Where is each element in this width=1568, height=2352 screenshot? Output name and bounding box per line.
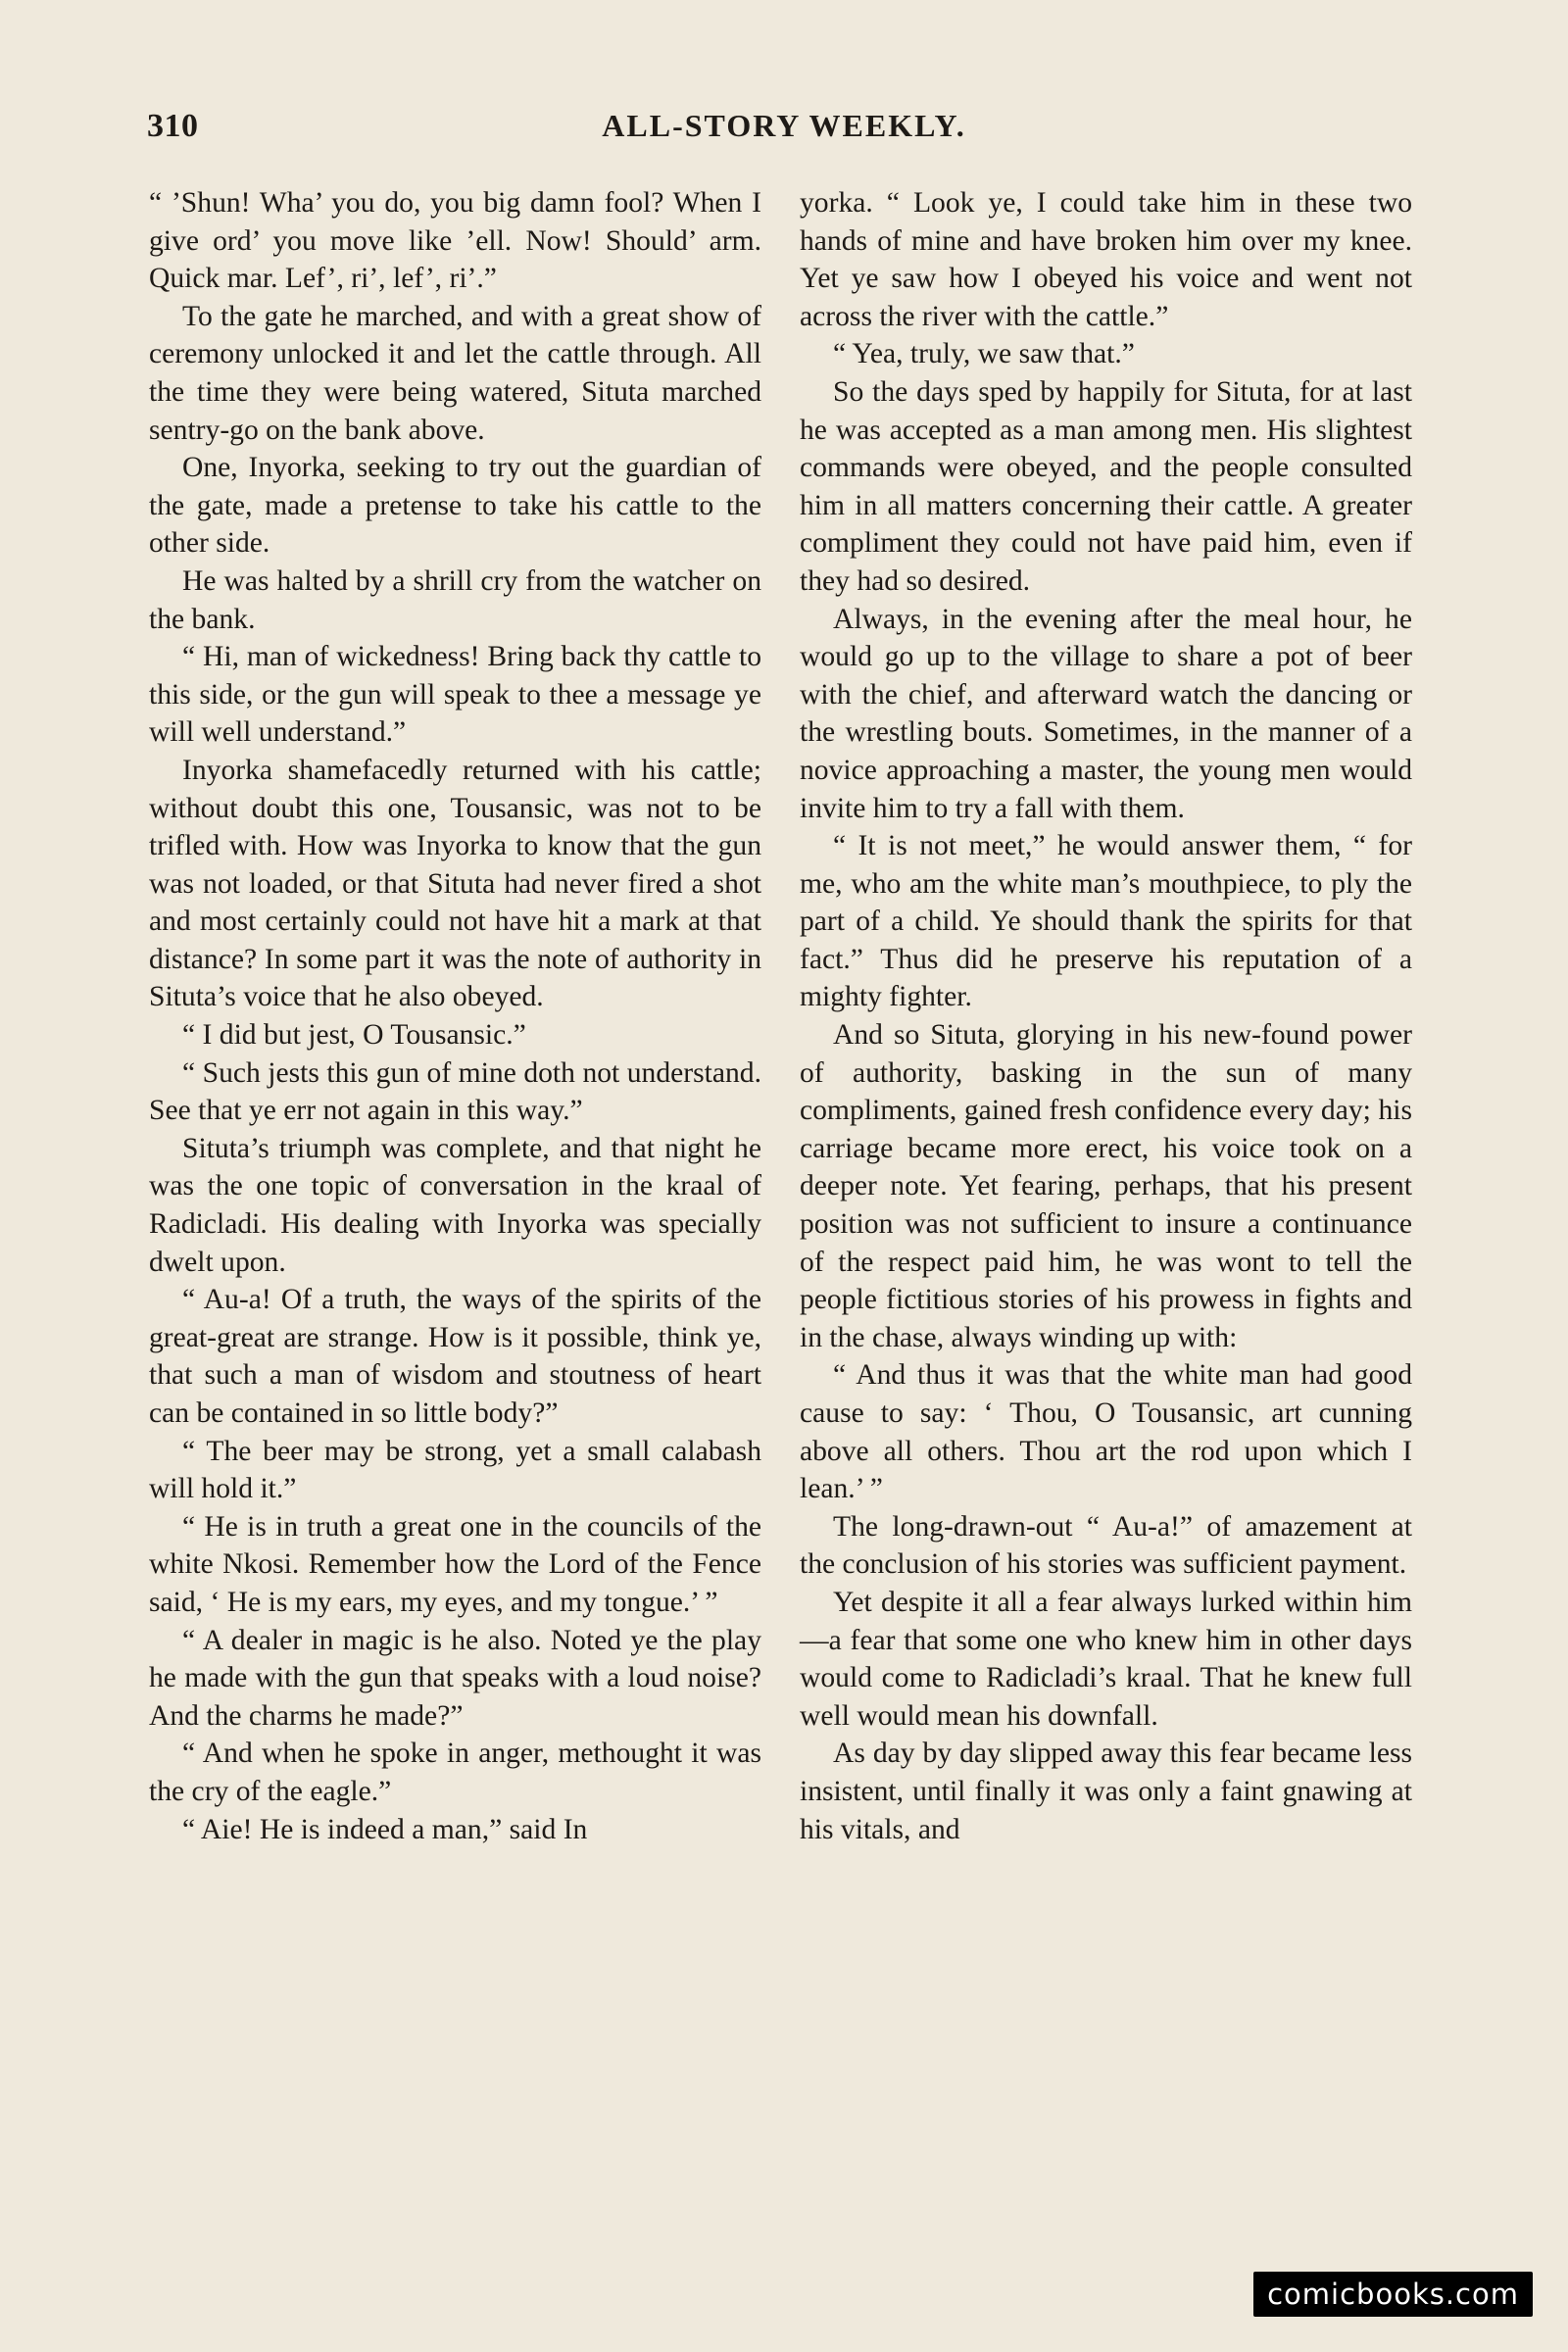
paragraph: “ A dealer in magic is he also. Noted ye the play he made with the gun that speaks with a loud noise? And the charms he made?” [149, 1624, 761, 1732]
paragraph: “ I did but jest, O Tousansic.” [182, 1019, 526, 1052]
paragraph: “ Hi, man of wickedness! Bring back thy cattle to this side, or the gun will speak to thee a message ye will well understand.” [149, 641, 761, 749]
paragraph: “ And when he spoke in anger, methought it was the cry of the eagle.” [149, 1738, 761, 1807]
paragraph: “ Yea, truly, we saw that.” [833, 338, 1135, 370]
paragraph: “ He is in truth a great one in the councils of the white Nkosi. Remember how the Lord of the Fence said, ‘ He is my ears, my eyes, and my tongue.’ ” [149, 1510, 761, 1618]
page-header [147, 108, 1421, 157]
right-column [800, 184, 1412, 1848]
paragraph: One, Inyorka, seeking to try out the guardian of the gate, made a pretense to take his cattle to the other side. [149, 452, 761, 560]
paragraph: Inyorka shamefacedly returned with his cattle; without doubt this one, Tousansic, was not to be trifled with. How was Inyorka to know that the gun was not loaded, or that Situta had never fired a shot and most certainly could not have hit a mark at that distance? In some part it was the note of authority in Situta’s voice that he also obeyed. [149, 754, 761, 1013]
paragraph: “ Aie! He is indeed a man,” said In [182, 1813, 588, 1845]
paragraph: The long-drawn-out “ Au-a!” of amazement at the conclusion of his stories was sufficient payment. [800, 1510, 1412, 1581]
left-column [149, 184, 761, 1848]
paragraph: Situta’s triumph was complete, and that night he was the one topic of conversation in the kraal of Radicladi. His dealing with Inyorka was specially dwelt upon. [149, 1132, 761, 1278]
watermark: comicbooks.com [1253, 2272, 1533, 2317]
paragraph: He was halted by a shrill cry from the watcher on the bank. [149, 564, 761, 635]
paragraph: To the gate he marched, and with a great show of ceremony unlocked it and let the cattle through. All the time they were being watered, Situta marched sentry-go on the bank above. [149, 300, 761, 446]
paragraph: “ The beer may be strong, yet a small calabash will hold it.” [149, 1435, 761, 1505]
running-head: ALL-STORY WEEKLY. [602, 108, 966, 143]
paragraph: Always, in the evening after the meal hour, he would go up to the village to share a pot of beer with the chief, and afterward watch the dancing or the wrestling bouts. Sometimes, in the manner of a novice approaching a master, the young men would invite him to try a fall with them. [800, 603, 1412, 824]
paragraph: As day by day slipped away this fear became less insistent, until finally it was only a faint gnawing at his vitals, and [800, 1738, 1412, 1845]
paragraph: And so Situta, glorying in his new-found power of authority, basking in the sun of many compliments, gained fresh confidence every day; his carriage became more erect, his voice took on a deeper note. Yet fearing, perhaps, that his present position was not sufficient to insure a continuance of the respect paid him, he was wont to tell the people fictitious stories of his prowess in fights and in the chase, always winding up with: [800, 1019, 1412, 1353]
paragraph: “ It is not meet,” he would answer them, “ for me, who am the white man’s mouthpiece, to ply the part of a child. Ye should thank the spirits for that fact.” Thus did he preserve his reputation of a mighty fighter. [800, 830, 1412, 1013]
paragraph: “ And thus it was that the white man had good cause to say: ‘ Thou, O Tousansic, art cunning above all others. Thou art the rod upon which I lean.’ ” [800, 1359, 1412, 1505]
paragraph-continuation: yorka. “ Look ye, I could take him in these two hands of mine and have broken him over my knee. Yet ye saw how I obeyed his voice and went not across the river with the cattle.” [800, 187, 1412, 332]
paragraph: “ Au-a! Of a truth, the ways of the spirits of the great-great are strange. How is it possible, think ye, that such a man of wisdom and stoutness of heart can be contained in so little body?” [149, 1284, 761, 1429]
paragraph: So the days sped by happily for Situta, for at last he was accepted as a man among men. His slightest commands were obeyed, and the people consulted him in all matters concerning their cattle. A greater compliment they could not have paid him, even if they had so desired. [800, 375, 1412, 597]
paragraph: “ Such jests this gun of mine doth not understand. See that ye err not again in this way.” [149, 1056, 761, 1127]
page-number: 310 [147, 108, 199, 144]
paragraph: “ ’Shun! Wha’ you do, you big damn fool? When I give ord’ you move like ’ell. Now! Should’ arm. Quick mar. Lef’, ri’, lef’, ri’.” [149, 187, 761, 295]
paragraph: Yet despite it all a fear always lurked within him—a fear that some one who knew him in other days would come to Radicladi’s kraal. That he knew full well would mean his downfall. [800, 1586, 1412, 1732]
